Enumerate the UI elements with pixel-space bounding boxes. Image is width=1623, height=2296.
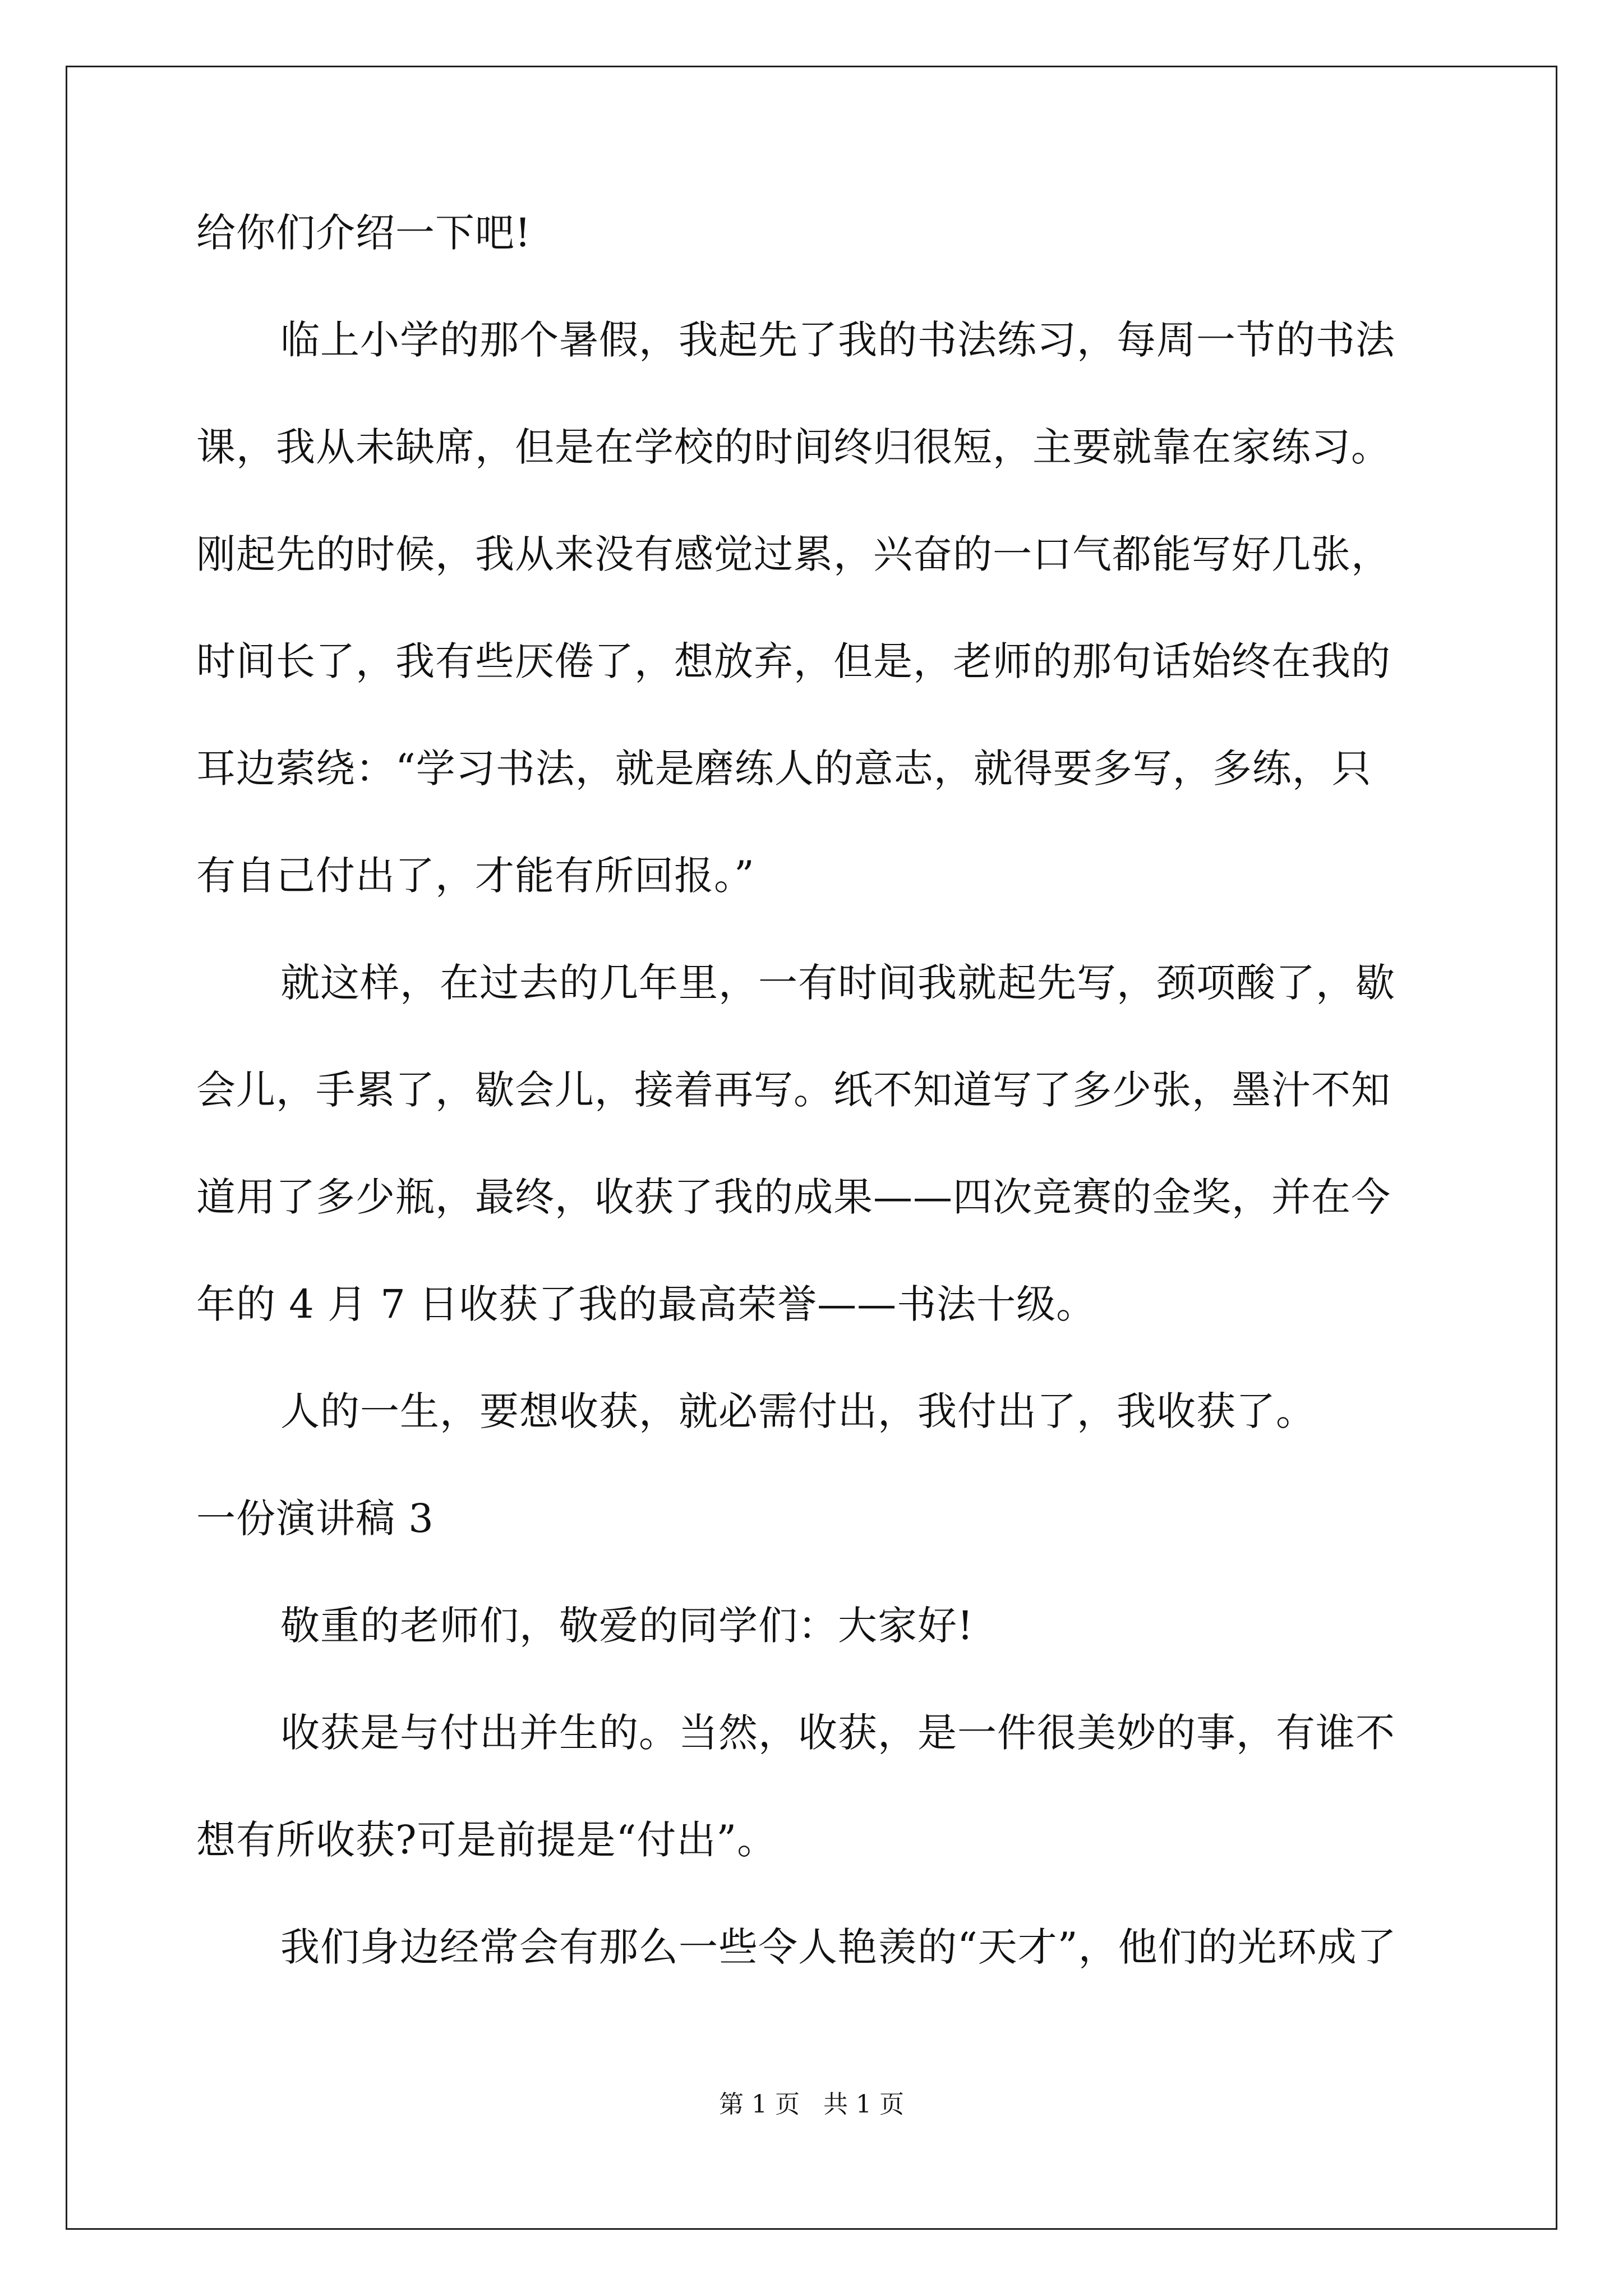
page-footer — [0, 2092, 1623, 2117]
text-line: 年的 4 月 7 日收获了我的最高荣誉——书法十级。 — [196, 1281, 1096, 1327]
text-line: 耳边萦绕：“学习书法，就是磨练人的意志，就得要多写，多练，只 — [196, 746, 1372, 792]
text-line: 道用了多少瓶，最终，收获了我的成果——四次竞赛的金奖，并在今 — [196, 1174, 1391, 1220]
text-line: 给你们介绍一下吧! — [196, 210, 532, 256]
page-number: 第 1 页 — [719, 2090, 800, 2119]
section-heading: 一份演讲稿 3 — [196, 1496, 434, 1542]
greeting-line: 敬重的老师们，敬爱的同学们：大家好! — [280, 1603, 974, 1649]
page-total: 共 1 页 — [823, 2090, 904, 2119]
text-line: 会儿，手累了，歇会儿，接着再写。纸不知道写了多少张，墨汁不知 — [196, 1067, 1391, 1113]
page-border — [66, 66, 1557, 2230]
text-line: 想有所收获?可是前提是“付出”。 — [196, 1817, 777, 1863]
text-line: 有自己付出了，才能有所回报。” — [196, 853, 755, 899]
paragraph-first-line: 就这样，在过去的几年里，一有时间我就起先写，颈项酸了，歇 — [280, 960, 1395, 1006]
paragraph-first-line: 我们身边经常会有那么一些令人艳羡的“天才”，他们的光环成了 — [280, 1924, 1397, 1970]
text-line: 课，我从未缺席，但是在学校的时间终归很短，主要就靠在家练习。 — [196, 424, 1391, 470]
paragraph-first-line: 临上小学的那个暑假，我起先了我的书法练习，每周一节的书法 — [280, 317, 1395, 363]
paragraph-first-line: 人的一生，要想收获，就必需付出，我付出了，我收获了。 — [280, 1388, 1316, 1434]
text-line: 时间长了，我有些厌倦了，想放弃，但是，老师的那句话始终在我的 — [196, 638, 1391, 684]
paragraph-first-line: 收获是与付出并生的。当然，收获，是一件很美妙的事，有谁不 — [280, 1710, 1395, 1756]
text-line: 刚起先的时候，我从来没有感觉过累，兴奋的一口气都能写好几张， — [196, 531, 1391, 577]
